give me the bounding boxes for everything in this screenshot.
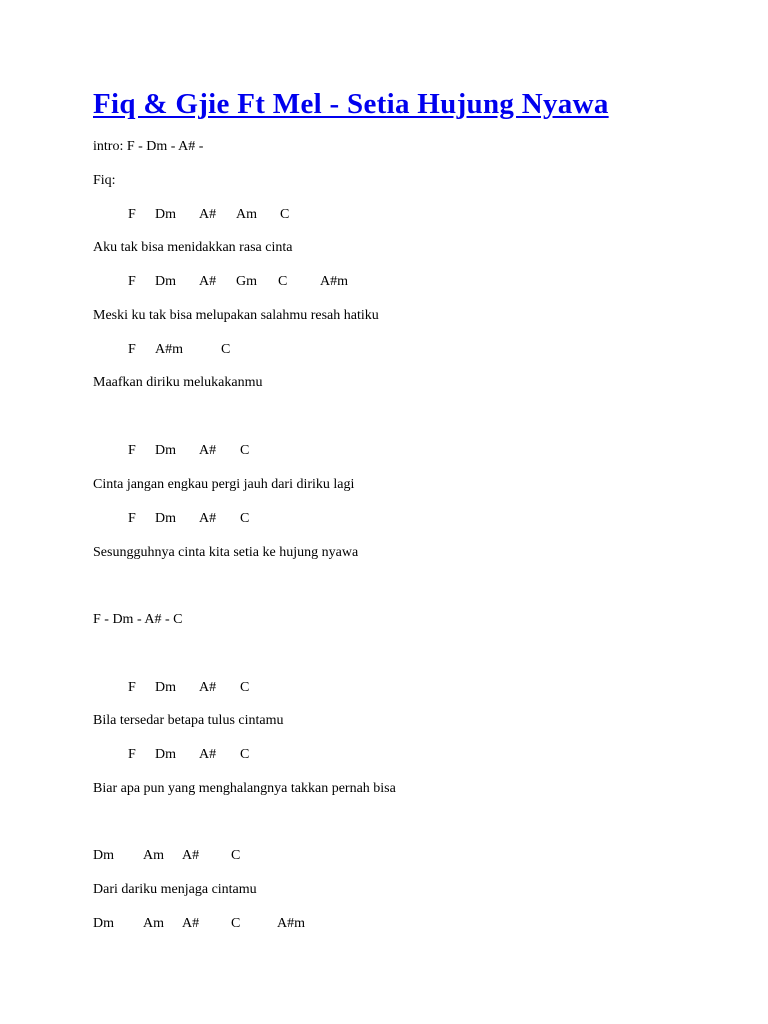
singer-label: Fiq:: [93, 173, 116, 188]
chord: A#: [199, 747, 217, 762]
chord: A#: [182, 916, 200, 931]
chord: A#m: [155, 342, 183, 357]
chord-line: [93, 679, 693, 697]
chord: C: [231, 848, 241, 863]
page-title-link[interactable]: Fiq & Gjie Ft Mel - Setia Hujung Nyawa: [93, 88, 609, 120]
chord: F: [128, 747, 136, 762]
chord: A#: [199, 511, 217, 526]
chord: F: [128, 680, 136, 695]
chord: Am: [236, 207, 257, 222]
chord: C: [278, 274, 288, 289]
lyric-line: Sesungguhnya cinta kita setia ke hujung nyawa: [93, 545, 359, 560]
lyric-line: Aku tak bisa menidakkan rasa cinta: [93, 240, 293, 255]
chord: Dm: [155, 207, 176, 222]
chord: C: [240, 511, 250, 526]
lyric-line: Bila tersedar betapa tulus cintamu: [93, 713, 284, 728]
chord-line: [93, 746, 693, 764]
chord: Dm: [155, 274, 176, 289]
interlude-line: F - Dm - A# - C: [93, 612, 183, 627]
chord-line: [93, 847, 693, 865]
chord-line: [93, 341, 693, 359]
chord-line: [93, 273, 693, 291]
chord-line: [93, 206, 693, 224]
chord: C: [231, 916, 241, 931]
chord: Dm: [155, 680, 176, 695]
chord: A#: [199, 274, 217, 289]
chord-line: [93, 510, 693, 528]
lyric-line: Biar apa pun yang menghalangnya takkan pernah bisa: [93, 781, 396, 796]
lyric-line: Maafkan diriku melukakanmu: [93, 375, 263, 390]
chord: C: [280, 207, 290, 222]
chord: C: [221, 342, 231, 357]
chord: F: [128, 443, 136, 458]
chord: Dm: [93, 916, 114, 931]
chord: Dm: [155, 747, 176, 762]
chord: Am: [143, 916, 164, 931]
chord: A#m: [277, 916, 305, 931]
chord: C: [240, 443, 250, 458]
lyric-line: Dari dariku menjaga cintamu: [93, 882, 257, 897]
chord: F: [128, 342, 136, 357]
chord: A#: [199, 207, 217, 222]
chord: A#: [199, 443, 217, 458]
intro-line: intro: F - Dm - A# -: [93, 139, 204, 154]
chord-line: [93, 915, 693, 933]
lyric-line: Cinta jangan engkau pergi jauh dari diriku lagi: [93, 477, 355, 492]
chord: C: [240, 680, 250, 695]
chord: Dm: [93, 848, 114, 863]
chord: A#: [199, 680, 217, 695]
chord: C: [240, 747, 250, 762]
chord: F: [128, 207, 136, 222]
chord: F: [128, 511, 136, 526]
chord: A#: [182, 848, 200, 863]
chord: Dm: [155, 443, 176, 458]
lyric-line: Meski ku tak bisa melupakan salahmu resah hatiku: [93, 308, 379, 323]
chord: Am: [143, 848, 164, 863]
chord: F: [128, 274, 136, 289]
chord: Dm: [155, 511, 176, 526]
chord: Gm: [236, 274, 257, 289]
chord-line: [93, 442, 693, 460]
chord: A#m: [320, 274, 348, 289]
